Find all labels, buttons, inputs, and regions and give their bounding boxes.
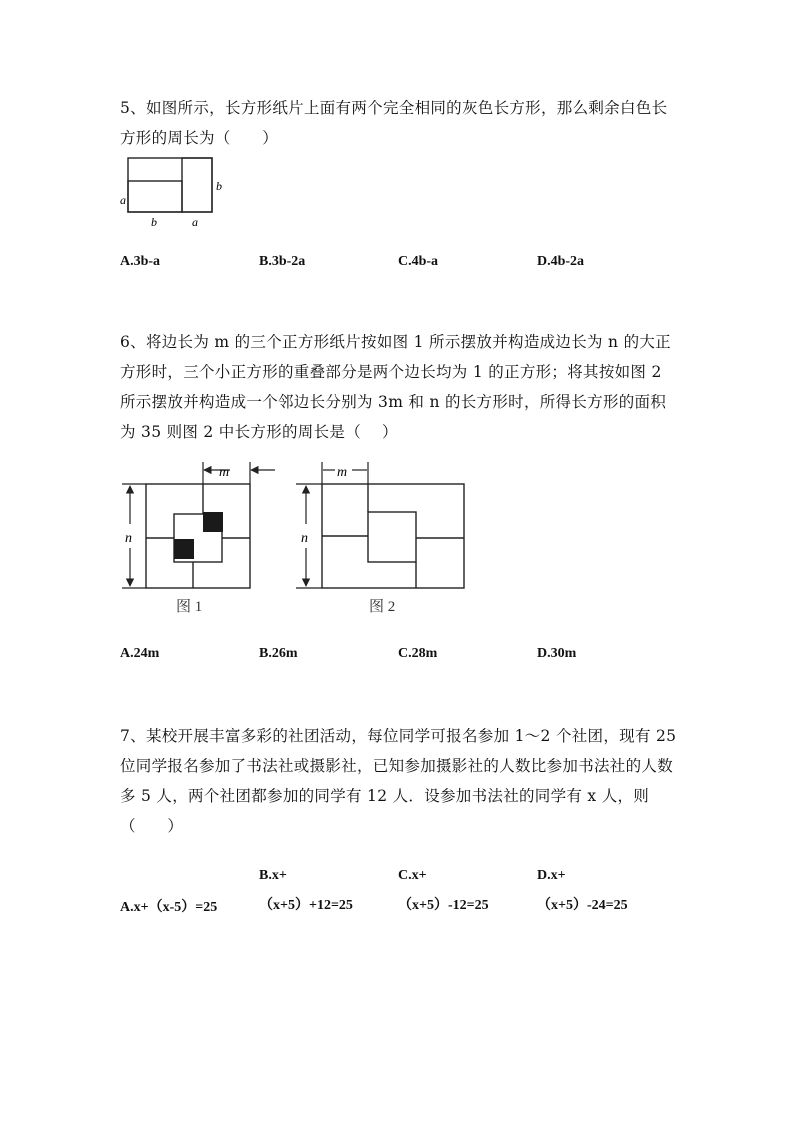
label-b-right: b bbox=[216, 179, 222, 193]
q7-option-d[interactable]: D.x+（x+5）-24=25 bbox=[537, 868, 628, 913]
label-a-left: a bbox=[120, 193, 126, 207]
label-a-bottom: a bbox=[192, 215, 198, 229]
question-6-figure-2 bbox=[292, 458, 472, 618]
q5-option-d[interactable]: D.4b-2a bbox=[537, 254, 585, 269]
fig1-n-label: n bbox=[125, 531, 132, 546]
q6-option-c[interactable]: C.28m bbox=[398, 646, 438, 661]
q6-option-a[interactable]: A.24m bbox=[120, 646, 160, 661]
q7-option-b[interactable]: B.x+（x+5）+12=25 bbox=[259, 868, 353, 913]
question-5-figure bbox=[116, 152, 226, 234]
question-7-text: 7、某校开展丰富多彩的社团活动，每位同学可报名参加 1～2 个社团，现有 25 位同学报名参加了书法社或摄影社，已知参加摄影社的人数比参加书法社的人数多 5 人，两个社团都参加的同学有 12 人．设参加书法社的同学有 x 人，则（ ） bbox=[120, 727, 677, 835]
q5-option-a[interactable]: A.3b-a bbox=[120, 254, 161, 269]
q7-option-c[interactable]: C.x+（x+5）-12=25 bbox=[398, 868, 489, 913]
fig2-m-label: m bbox=[337, 465, 348, 480]
fig1-m-label: m bbox=[219, 465, 230, 480]
label-b-bottom: b bbox=[151, 215, 157, 229]
q6-option-b[interactable]: B.26m bbox=[259, 646, 298, 661]
q6-option-d[interactable]: D.30m bbox=[537, 646, 577, 661]
question-6-text: 6、将边长为 m 的三个正方形纸片按如图 1 所示摆放并构造成边长为 n 的大正方形时，三个小正方形的重叠部分是两个边长均为 1 的正方形；将其按如图 2 所示摆放并构造成一个邻边长分别为 3m 和 n 的长方形时，所得长方形的面积为 35 则图 2 中长方形的周长是（ ） bbox=[120, 333, 671, 441]
q5-option-b[interactable]: B.3b-2a bbox=[259, 254, 306, 269]
question-5-text: 5、如图所示，长方形纸片上面有两个完全相同的灰色长方形，那么剩余白色长方形的周长为（ ） bbox=[120, 99, 668, 147]
fig1-caption: 图 1 bbox=[176, 599, 203, 615]
fig2-caption: 图 2 bbox=[369, 599, 396, 615]
q5-option-c[interactable]: C.4b-a bbox=[398, 254, 439, 269]
fig2-n-label: n bbox=[301, 531, 308, 546]
question-6-figure-1 bbox=[118, 458, 278, 618]
q7-option-a[interactable]: A.x+（x-5）=25 bbox=[120, 900, 218, 915]
